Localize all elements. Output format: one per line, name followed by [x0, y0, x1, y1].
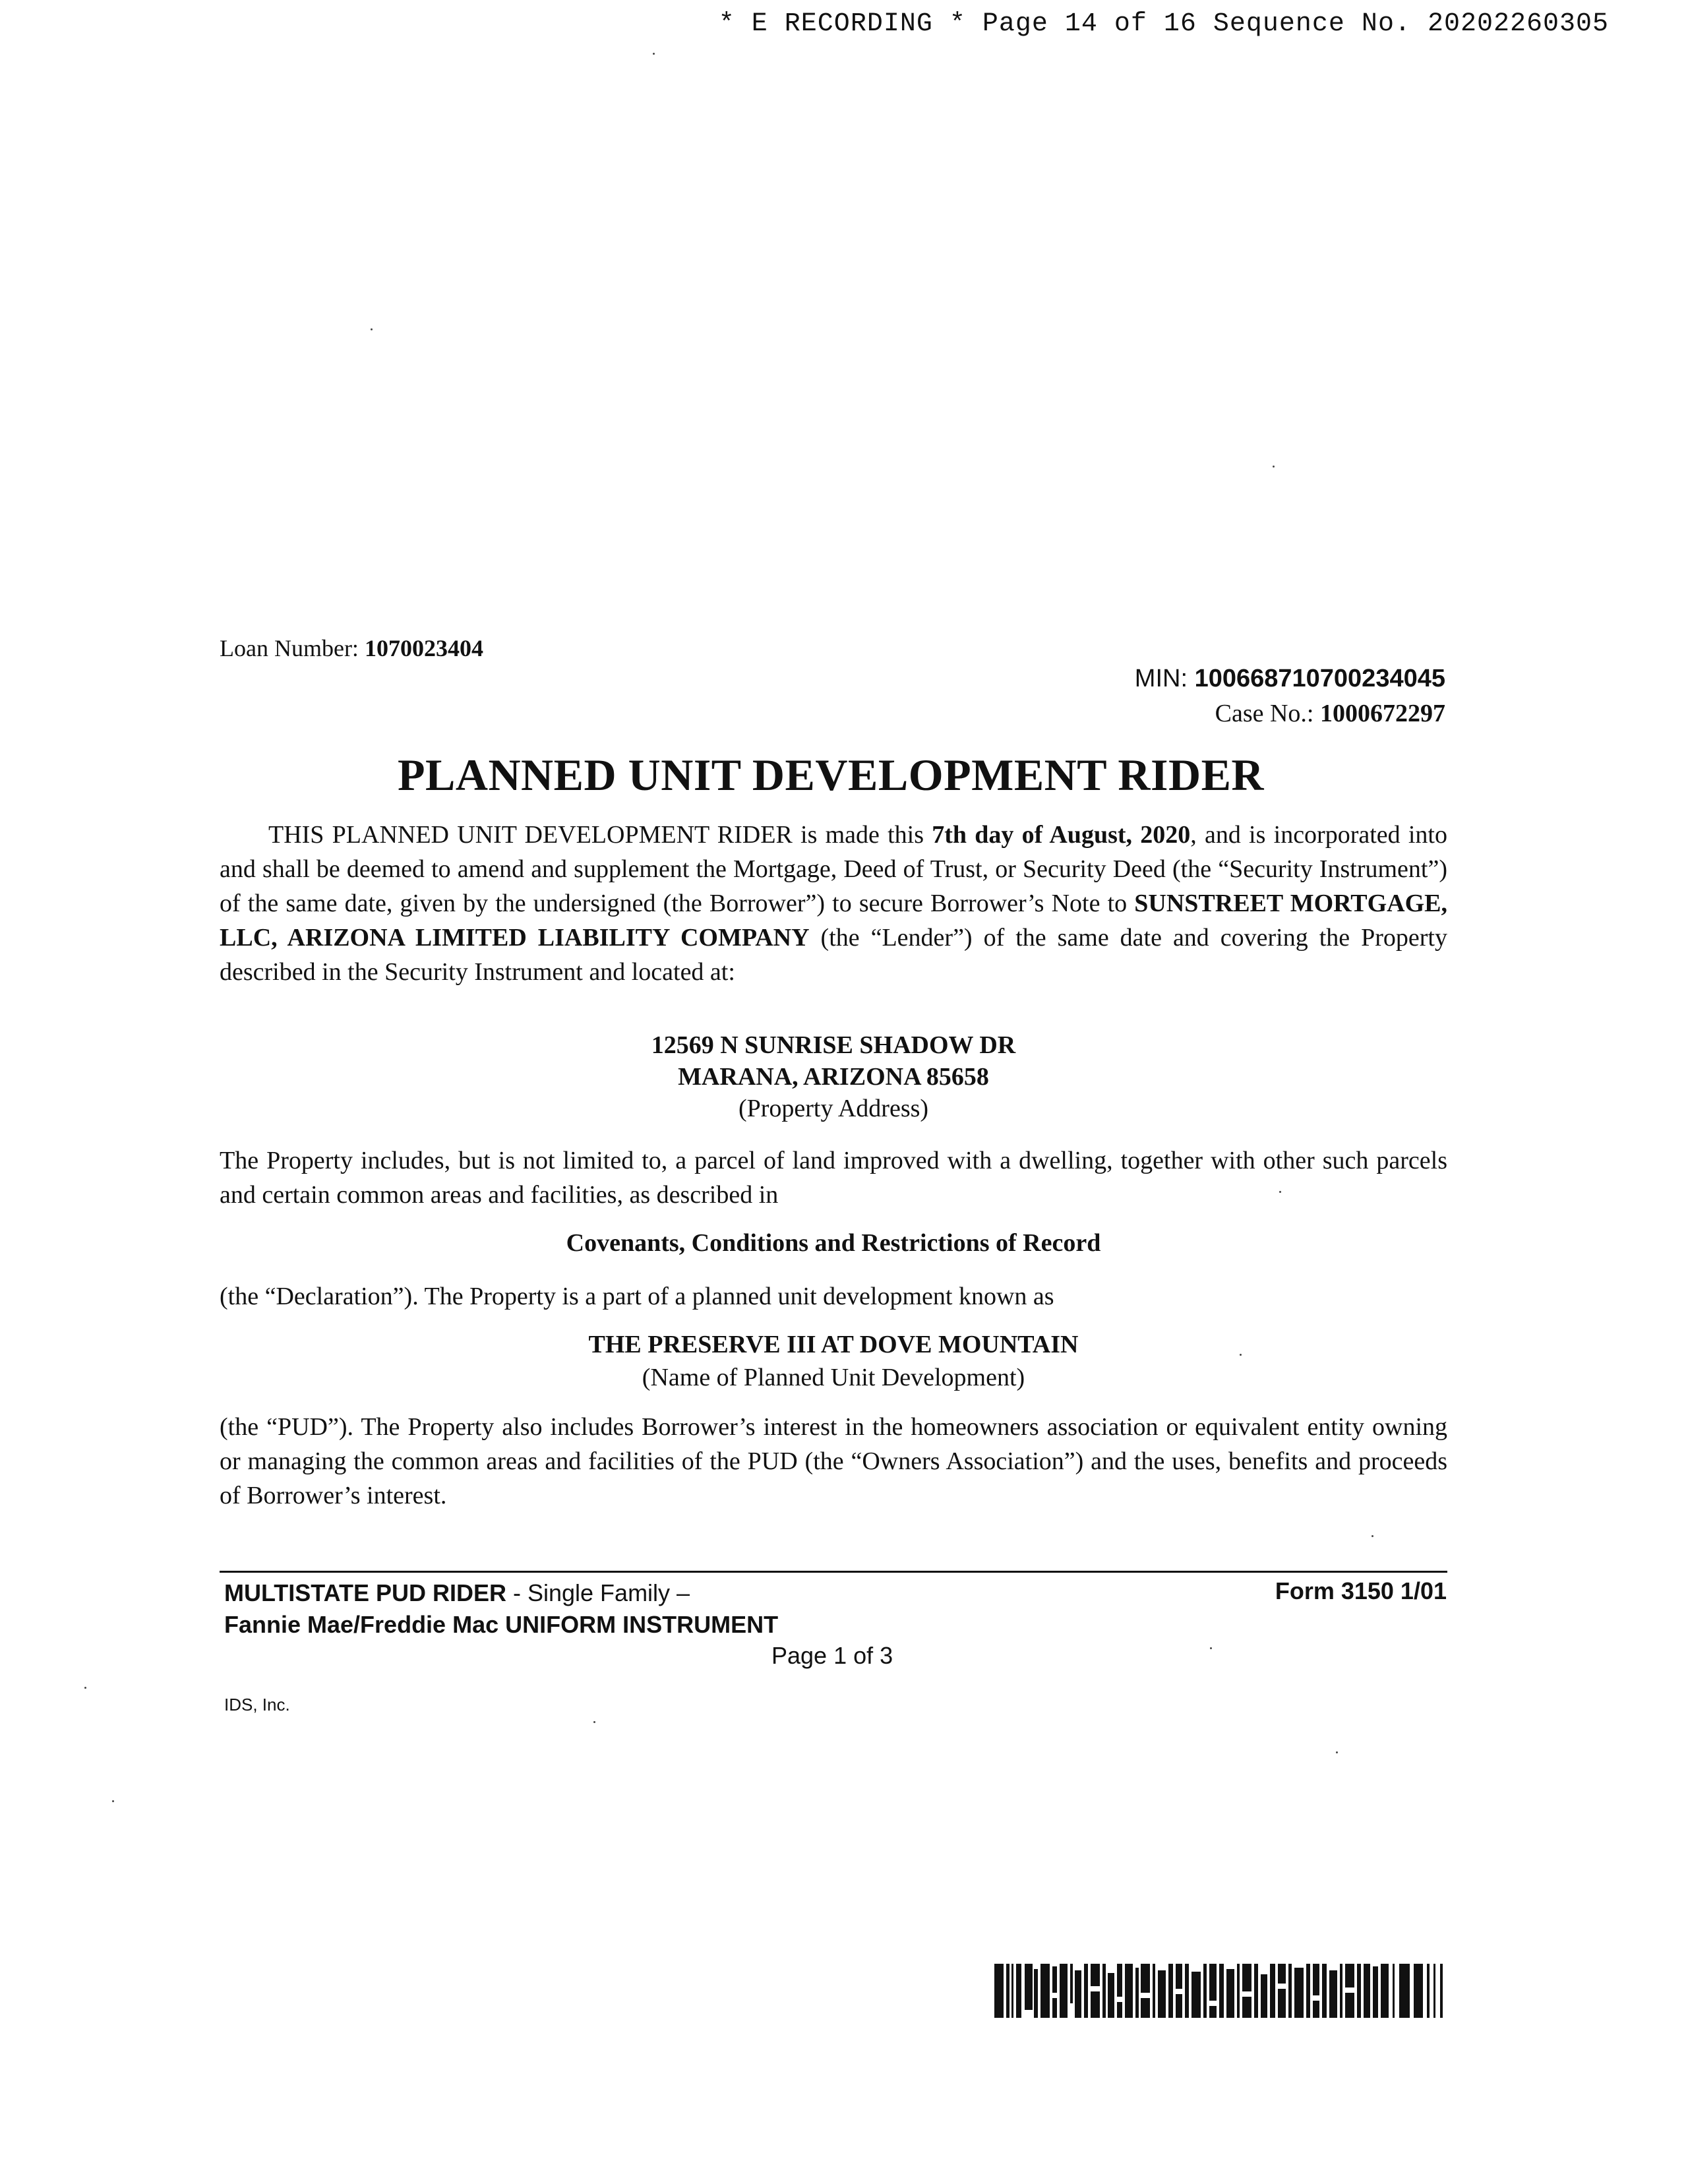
lender-name: SUNSTREET MORTGAGE, LLC, ARIZONA LIMITED LIABILITY COMPANY [220, 890, 1447, 952]
form-line2-text: Fannie Mae/Freddie Mac UNIFORM INSTRUMENT [224, 1611, 779, 1638]
property-address-line1: 12569 N SUNRISE SHADOW DR [651, 1031, 1016, 1059]
case-label: Case No.: [1215, 700, 1320, 727]
intro-text-2: , and is incorporated into and shall be deemed to amend and supplement the Mortgage, Deed of Trust, or Security Deed (the “Security Instrument”) of the same date, given by the undersigned (the Borrower”) to secure Borrower’s Note to [220, 821, 1447, 917]
loan-number [220, 634, 483, 662]
scan-speck [593, 1721, 595, 1723]
barcode-image [994, 1964, 1445, 2018]
recording-header: * E RECORDING * Page 14 of 16 Sequence No. 20202260305 [718, 9, 1609, 39]
form-line2 [224, 1609, 778, 1641]
form-number: Form 3150 1/01 [1275, 1577, 1447, 1604]
vendor-name: IDS, Inc. [224, 1695, 290, 1714]
form-title: MULTISTATE PUD RIDER [224, 1579, 506, 1606]
scan-speck [1210, 1647, 1212, 1649]
intro-paragraph [220, 818, 1447, 989]
case-value: 1000672297 [1320, 700, 1445, 727]
rider-date: 7th day of August, 2020 [932, 821, 1191, 849]
form-title-line [224, 1577, 778, 1609]
pud-caption: (Name of Planned Unit Development) [642, 1364, 1025, 1391]
loan-number-value: 1070023404 [364, 635, 483, 661]
scan-speck [112, 1800, 114, 1802]
min-label: MIN: [1134, 665, 1195, 692]
declaration-paragraph: (the “Declaration”). The Property is a part of a planned unit development known as [220, 1283, 1054, 1310]
declaration-title: Covenants, Conditions and Restrictions of Record [566, 1229, 1101, 1257]
scan-speck [1240, 1354, 1242, 1356]
form-subtitle: - Single Family – [506, 1579, 690, 1606]
property-paragraph: The Property includes, but is not limited to, a parcel of land improved with a dwelling, together with other such parcels and certain common areas and facilities, as described in [220, 1147, 1447, 1209]
property-address-caption: (Property Address) [738, 1095, 929, 1122]
min-value: 100668710700234045 [1194, 665, 1445, 692]
scan-speck [653, 53, 655, 55]
pud-name: THE PRESERVE III AT DOVE MOUNTAIN [588, 1331, 1079, 1358]
form-identifier [224, 1577, 778, 1641]
property-address-line2: MARANA, ARIZONA 85658 [678, 1063, 989, 1091]
scan-speck [1279, 1191, 1281, 1193]
case-number [1215, 699, 1445, 728]
scan-speck [1336, 1751, 1338, 1753]
loan-number-label: Loan Number: [220, 635, 365, 661]
scan-speck [371, 328, 373, 330]
footer-rule [220, 1571, 1447, 1573]
scan-speck [84, 1687, 86, 1689]
pud-paragraph: (the “PUD”). The Property also includes Borrower’s interest in the homeowners association or equivalent entity owning or managing the common areas and facilities of the PUD (the “Owners Association”) and the uses, benefits and proceeds of Borrower’s interest. [220, 1413, 1447, 1509]
scan-speck [1273, 466, 1275, 468]
intro-text-1: THIS PLANNED UNIT DEVELOPMENT RIDER is made this [268, 821, 932, 849]
document-title: PLANNED UNIT DEVELOPMENT RIDER [397, 750, 1265, 800]
page-number: Page 1 of 3 [771, 1642, 893, 1669]
min-number [1135, 665, 1445, 693]
scan-speck [1372, 1535, 1373, 1537]
intro-text-3: (the “Lender”) of the same date and covering the Property described in the Security Instrument and located at: [220, 924, 1447, 986]
